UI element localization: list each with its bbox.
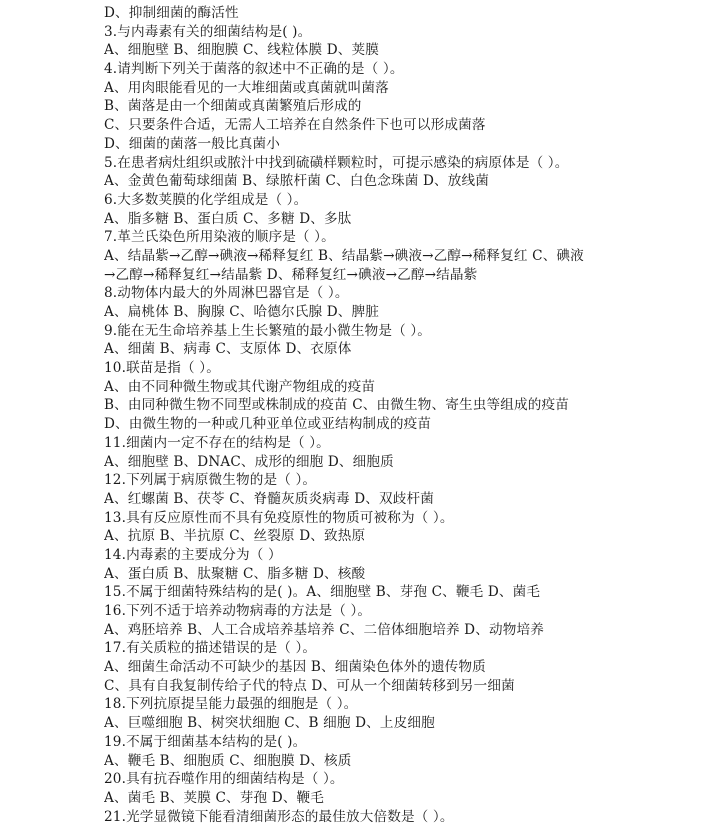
options-line: A、巨噬细胞 B、树突状细胞 C、B 细胞 D、上皮细胞 xyxy=(104,715,435,732)
options-line: A、金黄色葡萄球细菌 B、绿脓杆菌 C、白色念珠菌 D、放线菌 xyxy=(104,173,489,190)
question-line: 16.下列不适于培养动物病毒的方法是（ ）。 xyxy=(104,603,372,619)
options-line: A、细菌 B、病毒 C、支原体 D、衣原体 xyxy=(104,341,352,358)
text-line: D、抑制细菌的酶活性 xyxy=(104,5,239,21)
options-line: C、只要条件合适，无需人工培养在自然条件下也可以形成菌落 xyxy=(104,117,486,134)
question-line: 12.下列属于病原微生物的是（ ）。 xyxy=(104,472,317,489)
question-line: 14.内毒素的主要成分为（ ） xyxy=(104,546,282,563)
question-line: 6.大多数荚膜的化学组成是（ ）。 xyxy=(104,191,308,208)
options-line: C、具有自我复制传给子代的特点 D、可从一个细菌转移到另一细菌 xyxy=(104,677,515,694)
options-line: D、细菌的菌落一般比真菌小 xyxy=(104,135,280,152)
question-line: 10.联苗是指（ ）。 xyxy=(104,360,220,377)
options-line: A、用肉眼能看见的一大堆细菌或真菌就叫菌落 xyxy=(104,79,389,96)
question-line: 3.与内毒素有关的细菌结构是( )。 xyxy=(104,23,312,40)
options-line: A、菌毛 B、荚膜 C、芽孢 D、鞭毛 xyxy=(104,789,325,806)
question-line: 4.请判断下列关于菌落的叙述中不正确的是（ ）。 xyxy=(104,61,404,78)
document-page xyxy=(104,4,700,826)
question-line: 5.在患者病灶组织或脓汁中找到硫磺样颗粒时，可提示感染的病原体是（ ）。 xyxy=(104,154,569,171)
options-line: A、结晶紫→乙醇→碘液→稀释复红 B、结晶紫→碘液→乙醇→稀释复红 C、碘液 xyxy=(104,247,584,264)
options-line: A、蛋白质 B、肽聚糖 C、脂多糖 D、核酸 xyxy=(104,565,366,582)
options-line: A、细胞壁 B、DNAC、成形的细胞 D、细胞质 xyxy=(104,453,394,470)
question-line: 7.革兰氏染色所用染液的顺序是（ ）。 xyxy=(104,229,335,246)
question-line: 20.具有抗吞噬作用的细菌结构是（ ）。 xyxy=(104,771,344,788)
question-line: 9.能在无生命培养基上生长繁殖的最小微生物是（ ）。 xyxy=(104,322,432,339)
options-line: D、由微生物的一种或几种亚单位或亚结构制成的疫苗 xyxy=(104,416,432,433)
question-line: 17.有关质粒的描述错误的是（ ）。 xyxy=(104,640,317,657)
options-line: A、细菌生命活动不可缺少的基因 B、细菌染色体外的遗传物质 xyxy=(104,659,486,676)
options-line: →乙醇→稀释复红→结晶紫 D、稀释复红→碘液→乙醇→结晶紫 xyxy=(104,266,478,283)
question-line: 15.不属于细菌特殊结构的是( )。A、细胞壁 B、芽孢 C、鞭毛 D、菌毛 xyxy=(104,584,541,601)
question-line: 18.下列抗原提呈能力最强的细胞是（ ）。 xyxy=(104,696,358,713)
options-line: A、脂多糖 B、蛋白质 C、多糖 D、多肽 xyxy=(104,210,352,227)
options-line: A、由不同种微生物或其代谢产物组成的疫苗 xyxy=(104,378,376,395)
options-line: B、菌落是由一个细菌或真菌繁殖后形成的 xyxy=(104,98,362,115)
options-line: A、扁桃体 B、胸腺 C、哈德尔氏腺 D、脾脏 xyxy=(104,304,380,320)
question-line: 8.动物体内最大的外周淋巴器官是（ ）。 xyxy=(104,285,349,302)
question-line: 19.不属于细菌基本结构的是( )。 xyxy=(104,733,307,750)
question-line: 21.光学显微镜下能看清细菌形态的最佳放大倍数是（ ）。 xyxy=(104,808,454,825)
question-line: 13.具有反应原性而不具有免疫原性的物质可被称为（ ）。 xyxy=(104,509,454,526)
options-line: A、抗原 B、半抗原 C、丝裂原 D、致热原 xyxy=(104,528,366,545)
options-line: A、红螺菌 B、茯苓 C、脊髓灰质炎病毒 D、双歧杆菌 xyxy=(104,490,434,507)
options-line: A、鸡胚培养 B、人工合成培养基培养 C、二倍体细胞培养 D、动物培养 xyxy=(104,621,544,638)
question-line: 11.细菌内一定不存在的结构是（ ）。 xyxy=(104,434,330,451)
options-line: B、由同种微生物不同型或株制成的疫苗 C、由微生物、寄生虫等组成的疫苗 xyxy=(104,397,569,414)
options-line: A、鞭毛 B、细胞质 C、细胞膜 D、核质 xyxy=(104,752,352,769)
options-line: A、细胞壁 B、细胞膜 C、线粒体膜 D、荚膜 xyxy=(104,42,380,59)
